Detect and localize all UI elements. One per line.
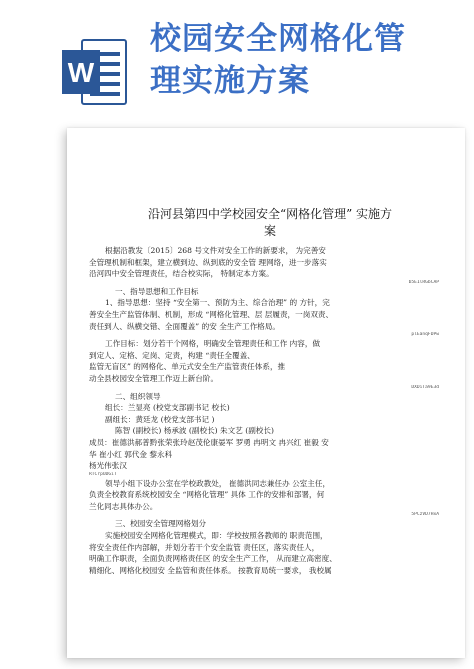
document-line: 领导小组下设办公室在学校政教处， 崔德洪同志兼任办 公室主任，: [105, 478, 331, 488]
document-page: [67, 128, 465, 658]
document-line: 动全县校园安全管理工作迈上新台阶。: [89, 373, 219, 383]
document-line: 兰化同志具体办公。: [89, 501, 158, 511]
document-code-mark: b5E1lRGbCAP: [408, 279, 439, 285]
document-code-mark: plEanqFDPw: [411, 332, 439, 338]
document-line: 沿河四中安全管理责任，结合校实际， 特制定本方案。: [89, 269, 274, 279]
document-title-line-2: 案: [263, 224, 276, 238]
document-line: 将安全责任作内部解，并划分若干个安全监管 责任区，落实责任人，: [89, 542, 320, 552]
document-line: 到定人、定格、定岗、定责，构建 “责任全覆盖、: [89, 350, 255, 360]
document-code-mark: RTCrpUDGiT: [89, 471, 117, 477]
document-line: 一、指导思想和工作目标: [115, 286, 199, 296]
document-line: 责任到人、纵横交错、全面覆盖” 的安 全生产工作格局。: [89, 321, 280, 331]
document-line: 副组长：黄廷龙 (校党支部书记 ): [105, 414, 215, 424]
banner-title-line-1: 校园安全网格化管: [150, 21, 406, 57]
document-line: 陈智 (副校长) 杨承波 (副校长) 朱文艺 (副校长): [115, 426, 274, 436]
word-document-icon: [60, 36, 128, 108]
document-line: 精细化、网格化校园安 全监管和责任体系。 按教育局统一要求， 我校属: [89, 565, 332, 575]
document-title-line-1: 沿河县第四中学校园安全“网格化管理” 实施方: [147, 207, 393, 221]
banner-title: [150, 18, 470, 102]
document-line: 杨光伟张汉: [89, 461, 127, 471]
banner: [0, 0, 474, 112]
document-line: 监管无盲区” 的网格化、单元式安全生产监管责任体系，推: [89, 362, 286, 372]
document-line: 全管理机制和框架，建立横到边、纵到底的安全管 理网络，进一步落实: [89, 257, 327, 267]
document-line: 根据沿教发〔2015〕268 号文件对安全工作的新要求， 为完善安: [105, 246, 326, 255]
document-line: 负责全校教育系统校园安全 “网格化管理” 具体 工作的安排和部署，何: [89, 490, 325, 500]
document-body: [89, 245, 449, 576]
document-line: 华 崔小红 郭代金 黎永科: [89, 449, 173, 459]
document-line: 成员：崔德洪郝普黔张荣张玲赵茂伦康晏军 罗勇 冉明文 冉兴红 崔毅 安: [89, 437, 329, 447]
document-line: 实施校园安全网格化管理模式，即：学校按照各教师的 职责范围，: [105, 531, 328, 541]
document-code-mark: 5PCzVD7HxA: [411, 512, 439, 518]
document-line: 工作目标：划分若干个网格，明确安全管理责任和工作 内容，做: [105, 339, 321, 349]
document-line: 二、组织领导: [115, 391, 161, 401]
document-line: 善安全生产监管体制、机制，形成 “网格化管理、层 层履责，一岗双责、: [89, 309, 334, 319]
document-title: [85, 206, 455, 240]
document-code-mark: DXDiTa9E3d: [411, 384, 439, 390]
document-line: 三、校园安全管理网格划分: [115, 519, 207, 529]
document-line: 明确工作职责，全面负责网格责任区 的安全生产工作， 从而建立高密度、: [89, 554, 337, 564]
document-line: 1、指导思想：坚持 “安全第一、预防为主、综合治理” 的 方针，完: [105, 298, 330, 308]
document-line: 组长：兰显亮 (校党支部副书记 校长): [105, 403, 230, 413]
banner-title-line-2: 理实施方案: [150, 63, 310, 99]
word-logo-letter: W: [67, 57, 95, 88]
